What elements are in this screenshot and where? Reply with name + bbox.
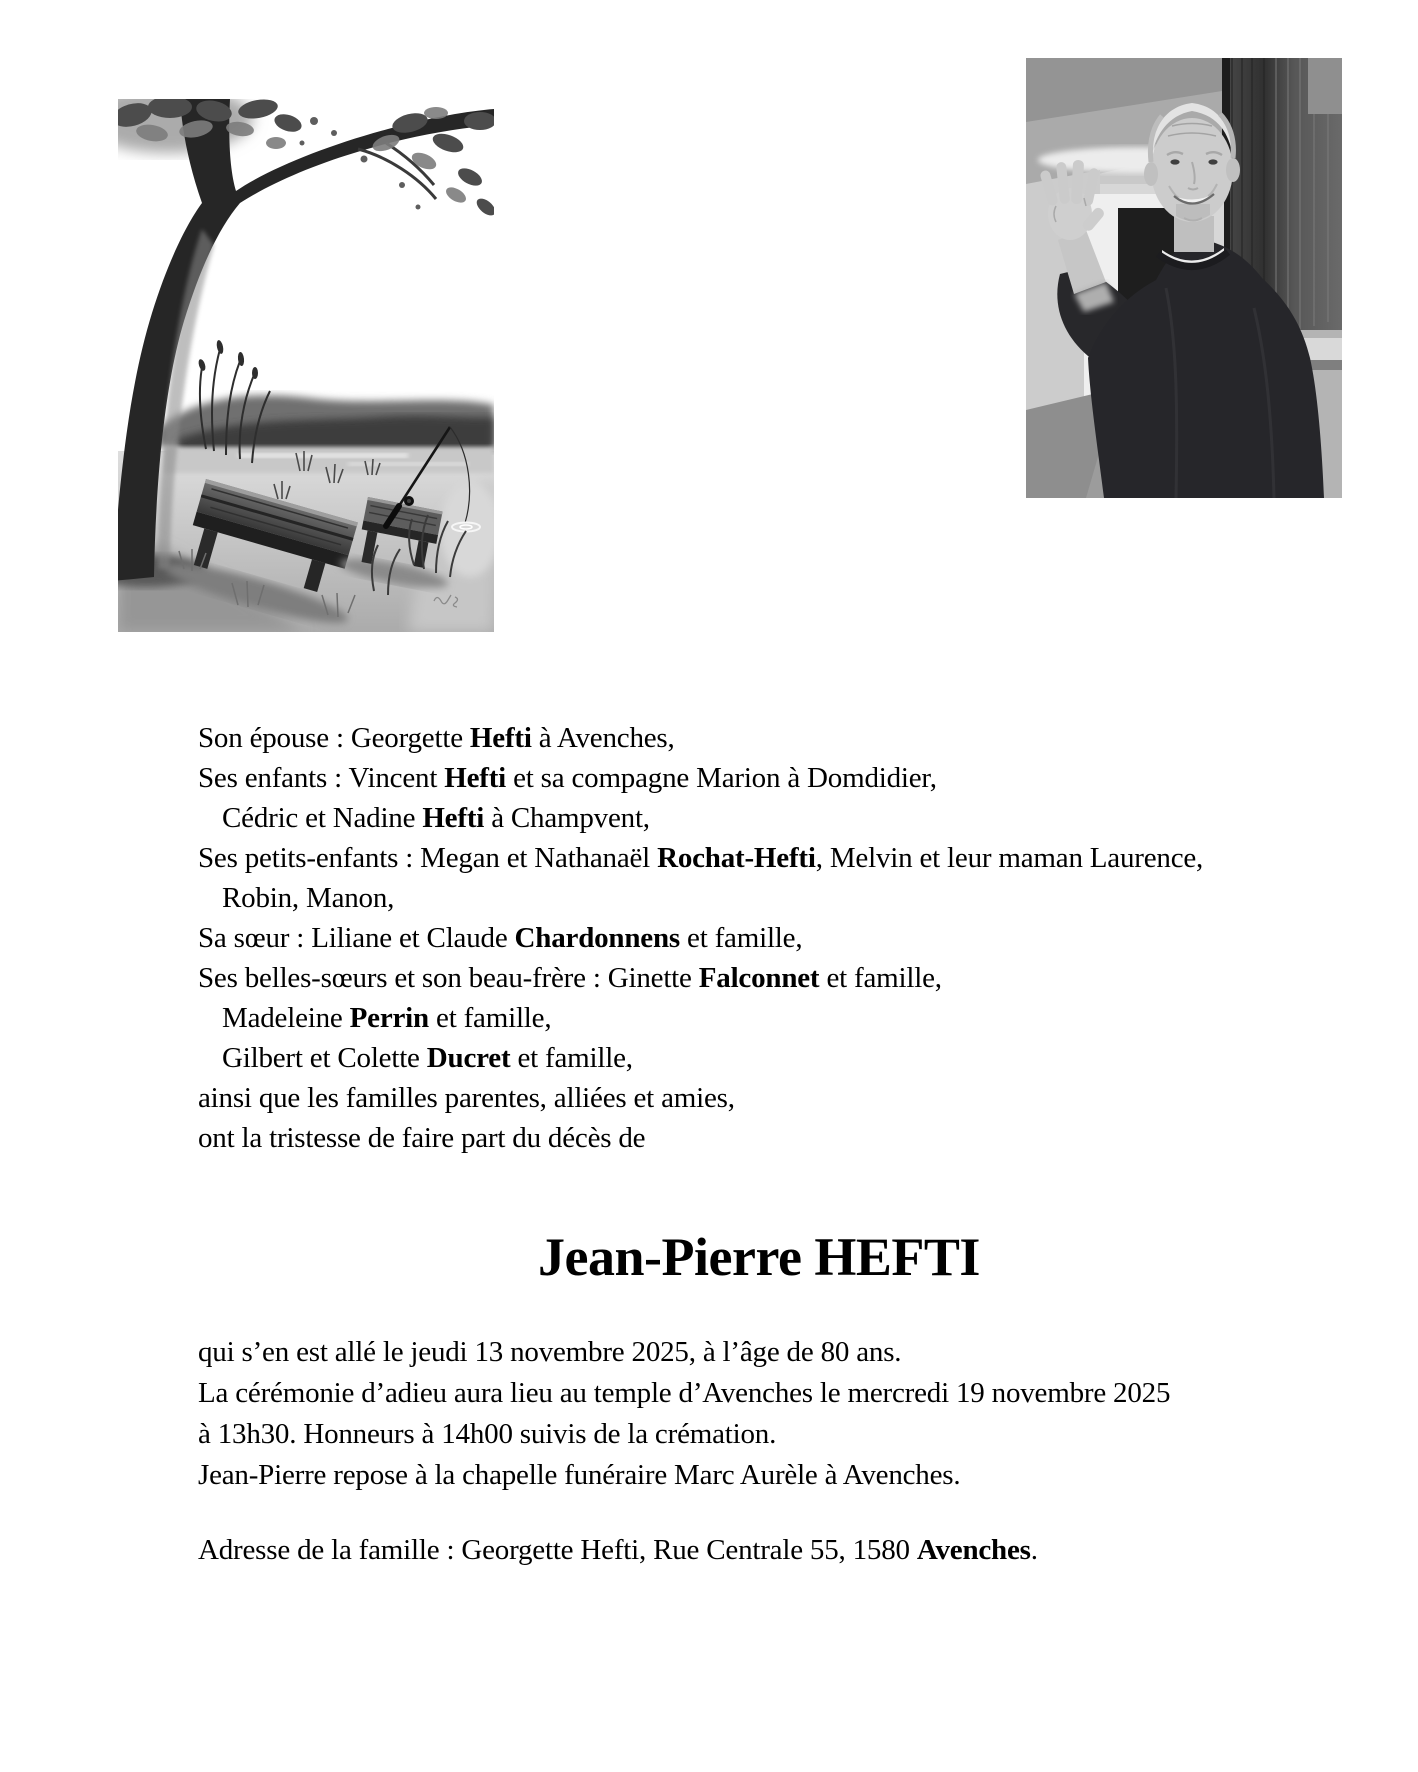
family-address [198, 1530, 1038, 1570]
ceremony-details [198, 1332, 1170, 1496]
portrait-photo [1026, 58, 1342, 498]
family-line-inlaws-2: Madeleine Perrin et famille, [222, 1002, 552, 1034]
family-line-children: Ses enfants : Vincent Hefti et sa compagne Marion à Domdidier, [198, 762, 937, 794]
family-line-announce: ont la tristesse de faire part du décès de [198, 1122, 646, 1154]
family-line-spouse: Son épouse : Georgette Hefti à Avenches, [198, 722, 675, 754]
family-list [198, 718, 1203, 1158]
ceremony-line-service: La cérémonie d’adieu aura lieu au temple d’Avenches le mercredi 19 novembre 2025 [198, 1377, 1171, 1409]
deceased-name: Jean-Pierre HEFTI [538, 1227, 980, 1287]
family-line-grandchildren-2: Robin, Manon, [222, 882, 395, 914]
ceremony-line-death: qui s’en est allé le jeudi 13 novembre 2025, à l’âge de 80 ans. [198, 1336, 902, 1368]
family-line-grandchildren: Ses petits-enfants : Megan et Nathanaël Rochat-Hefti, Melvin et leur maman Laurence, [198, 842, 1204, 874]
bushes [158, 395, 494, 451]
family-line-related: ainsi que les familles parentes, alliées et amies, [198, 1082, 735, 1114]
ceremony-line-time: à 13h30. Honneurs à 14h00 suivis de la crémation. [198, 1418, 777, 1450]
family-line-sister: Sa sœur : Liliane et Claude Chardonnens et famille, [198, 922, 803, 954]
family-line-inlaws: Ses belles-sœurs et son beau-frère : Ginette Falconnet et famille, [198, 962, 942, 994]
memorial-illustration [118, 99, 494, 632]
family-line-children-2: Cédric et Nadine Hefti à Champvent, [222, 802, 650, 834]
family-line-inlaws-3: Gilbert et Colette Ducret et famille, [222, 1042, 633, 1074]
ceremony-line-chapel: Jean-Pierre repose à la chapelle funéraire Marc Aurèle à Avenches. [198, 1459, 961, 1491]
address-line: Adresse de la famille : Georgette Hefti, Rue Centrale 55, 1580 Avenches. [198, 1534, 1038, 1566]
